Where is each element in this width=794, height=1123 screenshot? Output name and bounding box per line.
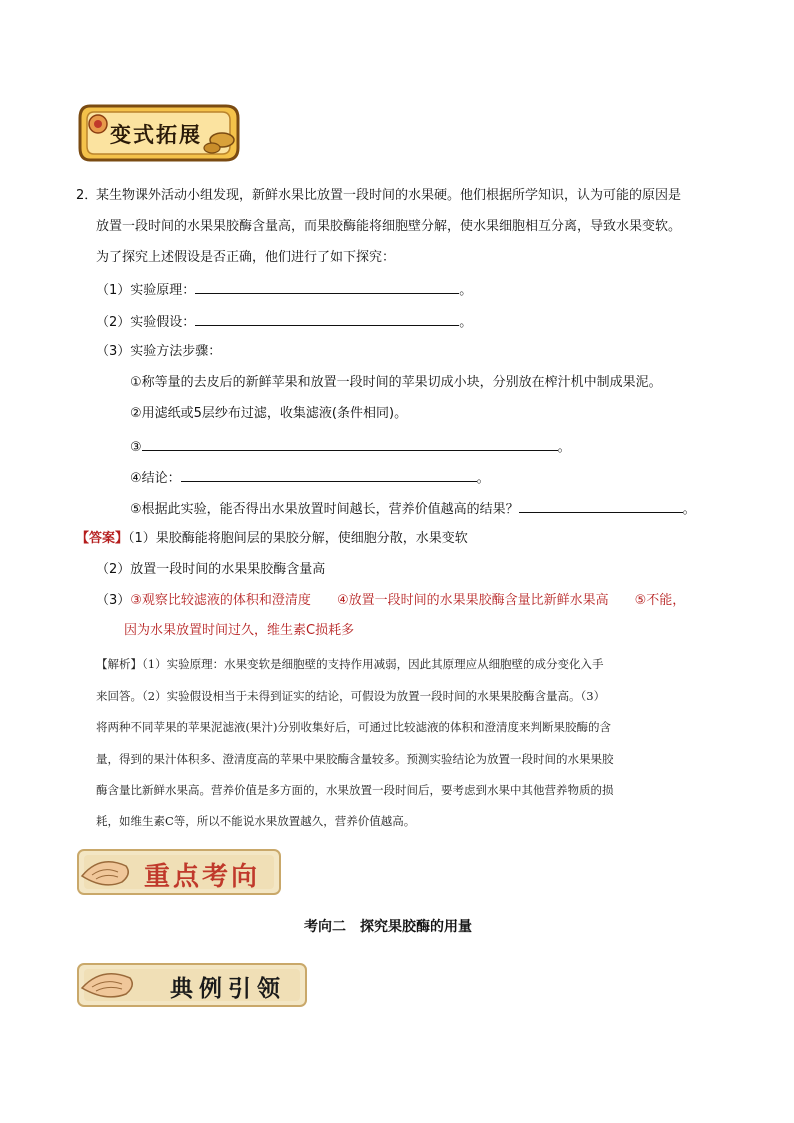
step-5-period: 。 [682,502,696,517]
step-4-row [130,469,490,487]
principle-row [96,281,472,299]
step-5-row [130,500,696,518]
step-4-label: ④结论： [130,471,181,486]
analysis-line-2: 来回答。（2）实验假设相当于未得到证实的结论，可假设为放置一段时间的水果果胶酶含量高。（3） [96,689,606,703]
hypothesis-blank [195,313,459,326]
answer-line-3-b: ④放置一段时间的水果果胶酶含量比新鲜水果高 [336,593,609,608]
banner-example-label: 典例引领 [170,975,286,1002]
step-5-label: ⑤根据此实验，能否得出水果放置时间越长，营养价值越高的结果？ [130,502,519,517]
analysis-line-5: 酶含量比新鲜水果高。营养价值是多方面的，水果放置一段时间后，要考虑到水果中其他营养物质的损 [96,783,614,797]
analysis-line-3: 将两种不同苹果的苹果泥滤液(果汁)分别收集好后，可通过比较滤液的体积和澄清度来判断果胶酶的含 [96,720,611,734]
question-stem-line-1: 某生物课外活动小组发现，新鲜水果比放置一段时间的水果硬。他们根据所学知识，认为可能的原因是 [96,188,682,203]
principle-blank [195,281,459,294]
analysis-line-4: 量，得到的果汁体积多、澄清度高的苹果中果胶酶含量较多。预测实验结论为放置一段时间的水果果胶 [96,752,614,766]
answer-line-2: （2）放置一段时间的水果果胶酶含量高 [96,562,326,577]
step-3-row [130,438,571,456]
analysis-line-6: 耗，如维生素C等，所以不能说水果放置越久，营养价值越高。 [96,814,416,828]
hypothesis-label: （2）实验假设： [96,315,196,330]
step-2: ②用滤纸或5层纱布过滤，收集滤液(条件相同)。 [130,406,408,421]
banner-variant-extension [76,100,244,166]
hypothesis-row [96,313,472,331]
analysis-line-1: 【解析】（1）实验原理：水果变软是细胞壁的支持作用减弱，因此其原理应从细胞壁的成分变化入手 [96,657,604,671]
step-3-label: ③ [130,440,142,455]
answer-line-3-prefix: （3） [96,593,131,608]
question-stem-line-2: 放置一段时间的水果果胶酶含量高，而果胶酶能将细胞壁分解，使水果细胞相互分离，导致水果变软。 [96,219,682,234]
step-1: ①称等量的去皮后的新鲜苹果和放置一段时间的苹果切成小块，分别放在榨汁机中制成果泥。 [130,375,662,390]
principle-label: （1）实验原理： [96,283,196,298]
question-number: 2． [76,188,98,203]
banner-example [74,960,310,1010]
answer-line-1 [76,531,468,547]
step-4-period: 。 [476,471,490,486]
answer-line-3-a: ③观察比较滤液的体积和澄清度 [130,593,311,608]
step-3-period: 。 [557,440,571,455]
answer-line-3 [96,593,685,609]
answer-line-4: 因为水果放置时间过久，维生素C损耗多 [124,623,355,638]
question-stem-line-3: 为了探究上述假设是否正确，他们进行了如下探究： [96,250,396,265]
banner-variant-label: 变式拓展 [110,122,202,147]
section-heading: 考向二 探究果胶酶的用量 [304,919,472,935]
hypothesis-period: 。 [459,315,473,330]
answer-text-1: （1）果胶酶能将胞间层的果胶分解，使细胞分散，水果变软 [128,531,468,546]
answer-label: 【答案】 [76,531,129,546]
answer-line-3-c: ⑤不能， [634,593,686,608]
principle-period: 。 [459,283,473,298]
step-3-blank [142,438,558,451]
step-5-blank [519,500,683,513]
banner-focus [74,846,284,898]
method-label: （3）实验方法步骤： [96,344,222,359]
step-4-blank [181,469,477,482]
banner-focus-label: 重点考向 [144,862,261,892]
